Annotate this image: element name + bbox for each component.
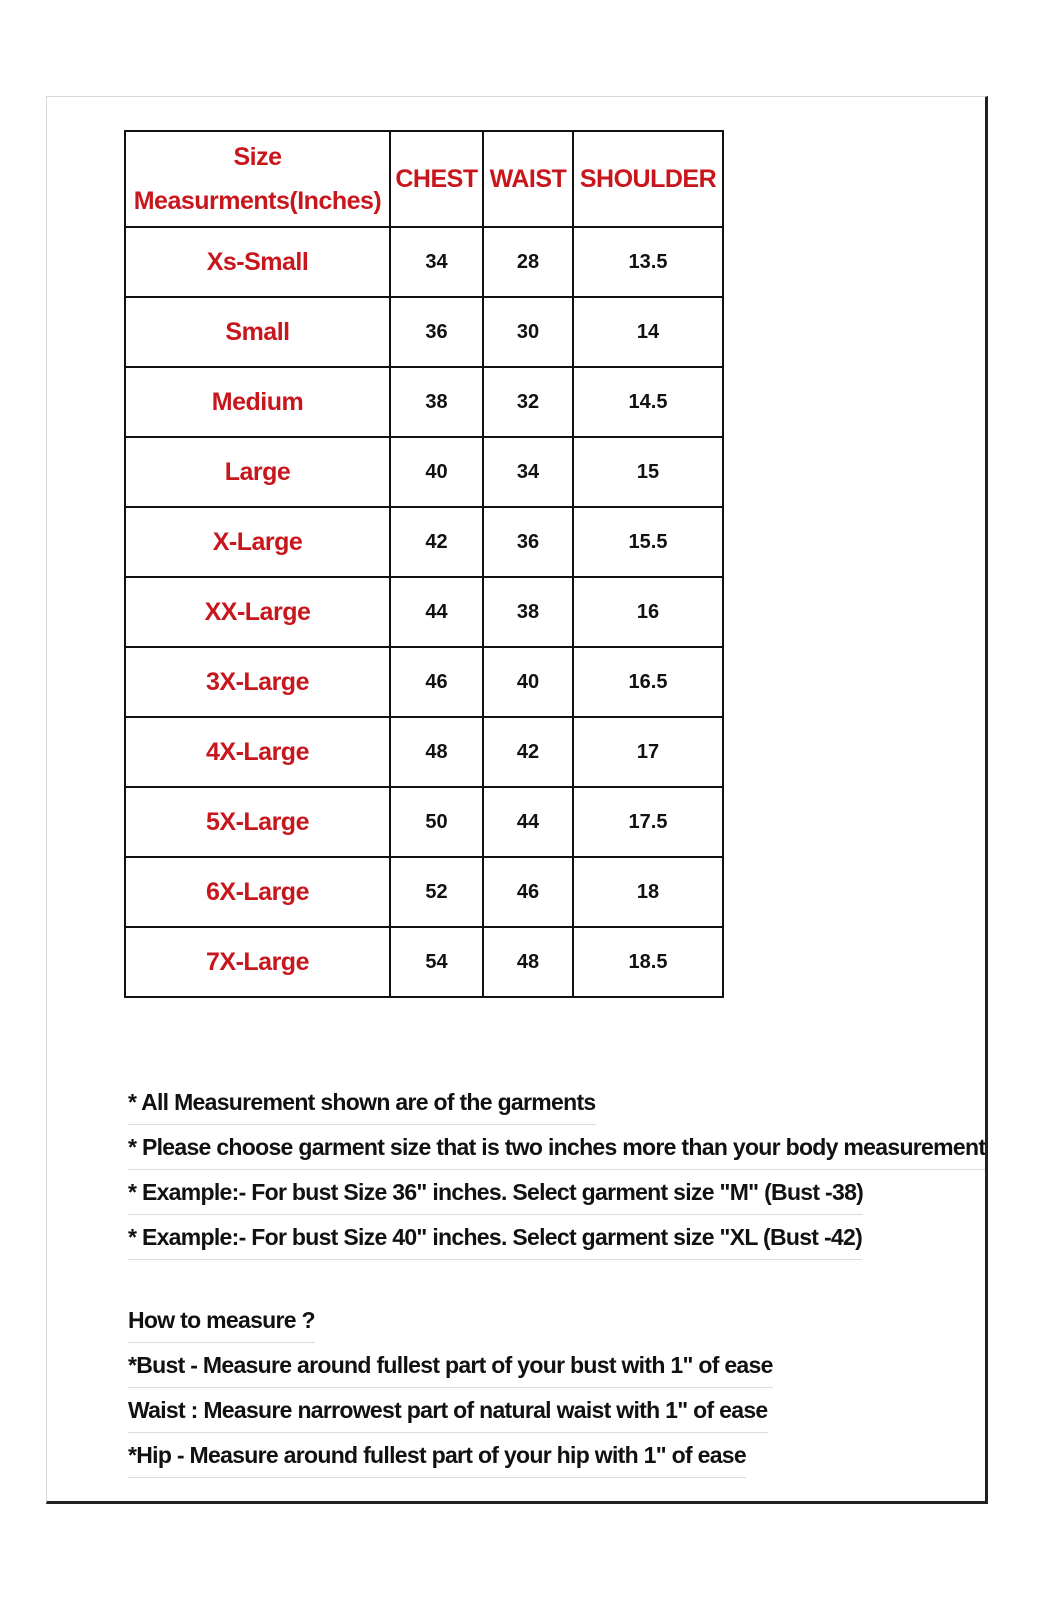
shoulder-cell: 18.5	[573, 927, 723, 997]
measure-line-waist: Waist : Measure narrowest part of natural waist with 1" of ease	[128, 1388, 768, 1433]
chest-cell: 50	[390, 787, 483, 857]
shoulder-cell: 14.5	[573, 367, 723, 437]
table-row	[125, 437, 723, 507]
size-cell: X-Large	[125, 507, 390, 577]
waist-cell: 34	[483, 437, 573, 507]
waist-cell: 36	[483, 507, 573, 577]
size-cell: 6X-Large	[125, 857, 390, 927]
table-header-row	[125, 131, 723, 227]
size-cell: Large	[125, 437, 390, 507]
size-cell: XX-Large	[125, 577, 390, 647]
table-row	[125, 787, 723, 857]
chest-cell: 44	[390, 577, 483, 647]
chest-cell: 46	[390, 647, 483, 717]
measure-line-bust: *Bust - Measure around fullest part of your bust with 1" of ease	[128, 1343, 773, 1388]
chest-cell: 54	[390, 927, 483, 997]
table-row	[125, 927, 723, 997]
table-row	[125, 717, 723, 787]
size-cell: Small	[125, 297, 390, 367]
size-cell: Xs-Small	[125, 227, 390, 297]
waist-cell: 40	[483, 647, 573, 717]
chest-cell: 38	[390, 367, 483, 437]
waist-cell: 46	[483, 857, 573, 927]
table-row	[125, 857, 723, 927]
note-line: * Example:- For bust Size 40" inches. Select garment size "XL (Bust -42)	[128, 1215, 862, 1260]
header-chest: CHEST	[390, 131, 483, 227]
waist-cell: 48	[483, 927, 573, 997]
table-row	[125, 367, 723, 437]
header-size-line2: Measurments(Inches)	[133, 187, 382, 215]
size-cell: 3X-Large	[125, 647, 390, 717]
shoulder-cell: 15.5	[573, 507, 723, 577]
shoulder-cell: 16.5	[573, 647, 723, 717]
how-to-title: How to measure ?	[128, 1298, 315, 1343]
header-size-line1: Size	[233, 143, 282, 171]
shoulder-cell: 13.5	[573, 227, 723, 297]
table-row	[125, 227, 723, 297]
shoulder-cell: 17	[573, 717, 723, 787]
waist-cell: 38	[483, 577, 573, 647]
size-cell: 7X-Large	[125, 927, 390, 997]
shoulder-cell: 16	[573, 577, 723, 647]
waist-cell: 32	[483, 367, 573, 437]
header-size-measurements	[125, 131, 390, 227]
shoulder-cell: 14	[573, 297, 723, 367]
chest-cell: 40	[390, 437, 483, 507]
shoulder-cell: 18	[573, 857, 723, 927]
shoulder-cell: 17.5	[573, 787, 723, 857]
waist-cell: 30	[483, 297, 573, 367]
size-cell: Medium	[125, 367, 390, 437]
table-row	[125, 507, 723, 577]
size-chart-table	[124, 130, 724, 998]
size-cell: 5X-Large	[125, 787, 390, 857]
header-shoulder: SHOULDER	[573, 131, 723, 227]
chest-cell: 34	[390, 227, 483, 297]
measure-line-hip: *Hip - Measure around fullest part of your hip with 1" of ease	[128, 1433, 746, 1478]
shoulder-cell: 15	[573, 437, 723, 507]
note-line: * All Measurement shown are of the garments	[128, 1080, 596, 1125]
table-row	[125, 647, 723, 717]
chest-cell: 42	[390, 507, 483, 577]
waist-cell: 44	[483, 787, 573, 857]
size-cell: 4X-Large	[125, 717, 390, 787]
notes-section	[128, 1080, 985, 1260]
waist-cell: 42	[483, 717, 573, 787]
how-to-measure-section	[128, 1298, 773, 1478]
chest-cell: 52	[390, 857, 483, 927]
note-line: * Example:- For bust Size 36" inches. Select garment size "M" (Bust -38)	[128, 1170, 863, 1215]
chest-cell: 48	[390, 717, 483, 787]
waist-cell: 28	[483, 227, 573, 297]
table-row	[125, 297, 723, 367]
note-line: * Please choose garment size that is two inches more than your body measurement	[128, 1125, 985, 1170]
header-waist: WAIST	[483, 131, 573, 227]
table-row	[125, 577, 723, 647]
chest-cell: 36	[390, 297, 483, 367]
